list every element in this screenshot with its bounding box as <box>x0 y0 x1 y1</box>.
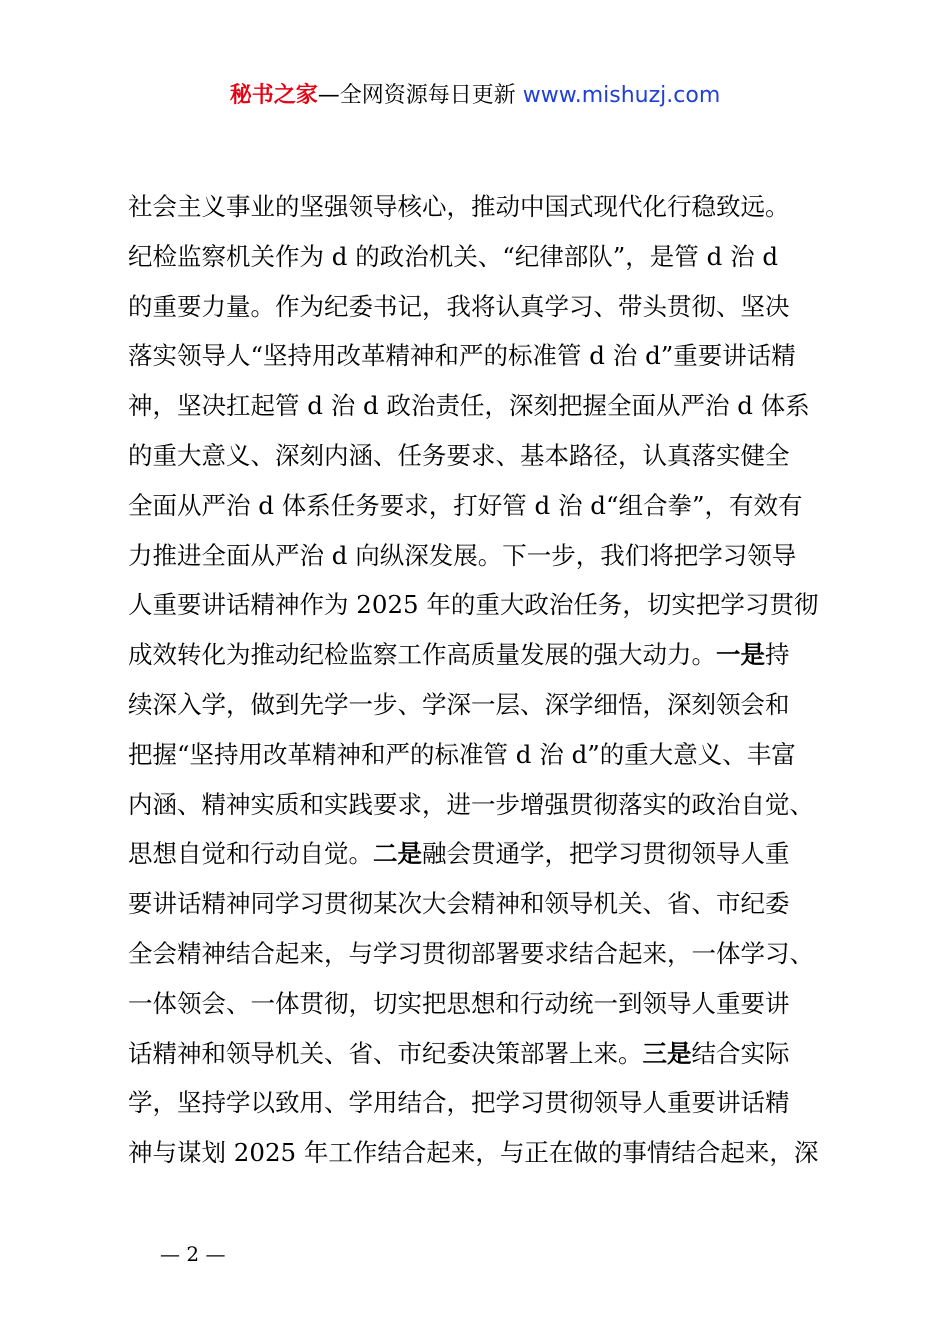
body-line: 力推进全面从严治 d 向纵深发展。下一步，我们将把学习领导 <box>128 540 797 570</box>
body-line: 的重要力量。作为纪委书记，我将认真学习、带头贯彻、坚决 <box>128 291 790 321</box>
body-line: 全面从严治 d 体系任务要求，打好管 d 治 d“组合拳”，有效有 <box>128 490 803 520</box>
document-body <box>128 182 840 1178</box>
body-line: 全会精神结合起来，与学习贯彻部署要求结合起来，一体学习、 <box>128 938 814 968</box>
page-number: — 2 — <box>160 1242 226 1266</box>
body-line: 学，坚持学以致用、学用结合，把学习贯彻领导人重要讲话精 <box>128 1088 790 1118</box>
body-line: 落实领导人“坚持用改革精神和严的标准管 d 治 d”重要讲话精 <box>128 341 796 371</box>
body-line: 的重大意义、深刻内涵、任务要求、基本路径，认真落实健全 <box>128 440 790 470</box>
site-brand: 秘书之家 <box>229 83 318 108</box>
body-line: 把握“坚持用改革精神和严的标准管 d 治 d”的重大意义、丰富 <box>128 739 796 769</box>
body-line: 一体领会、一体贯彻，切实把思想和行动统一到领导人重要讲 <box>128 988 790 1018</box>
body-line: 内涵、精神实质和实践要求，进一步增强贯彻落实的政治自觉、 <box>128 789 814 819</box>
body-line-text: 持 <box>765 640 790 670</box>
body-line <box>128 1029 840 1079</box>
body-line: 续深入学，做到先学一步、学深一层、深学细悟，深刻领会和 <box>128 689 790 719</box>
site-url-link[interactable]: www.mishuzj.com <box>522 83 721 108</box>
body-line-text: 话精神和领导机关、省、市纪委决策部署上来。 <box>128 1038 643 1068</box>
body-line-text: 结合实际 <box>691 1038 790 1068</box>
body-line: 社会主义事业的坚强领导核心，推动中国式现代化行稳致远。 <box>128 192 790 221</box>
point-two-label: 二是 <box>373 839 422 869</box>
site-header <box>0 80 950 112</box>
body-line <box>128 630 840 680</box>
body-line-text: 思想自觉和行动自觉。 <box>128 839 373 869</box>
point-three-label: 三是 <box>642 1038 692 1068</box>
point-one-label: 一是 <box>716 640 765 670</box>
body-line: 纪检监察机关作为 d 的政治机关、“纪律部队”，是管 d 治 d <box>128 241 779 271</box>
body-line: 神，坚决扛起管 d 治 d 政治责任，深刻把握全面从严治 d 体系 <box>128 391 810 421</box>
body-line: 要讲话精神同学习贯彻某次大会精神和领导机关、省、市纪委 <box>128 889 790 919</box>
body-line: 人重要讲话精神作为 2025 年的重大政治任务，切实把学习贯彻 <box>128 590 819 620</box>
body-line <box>128 829 840 879</box>
body-line: 神与谋划 2025 年工作结合起来，与正在做的事情结合起来，深 <box>128 1138 819 1168</box>
site-tagline: —全网资源每日更新 <box>317 83 516 108</box>
body-line-text: 成效转化为推动纪检监察工作高质量发展的强大动力。 <box>128 640 716 670</box>
body-line-text: 融会贯通学，把学习贯彻领导人重 <box>422 839 790 869</box>
